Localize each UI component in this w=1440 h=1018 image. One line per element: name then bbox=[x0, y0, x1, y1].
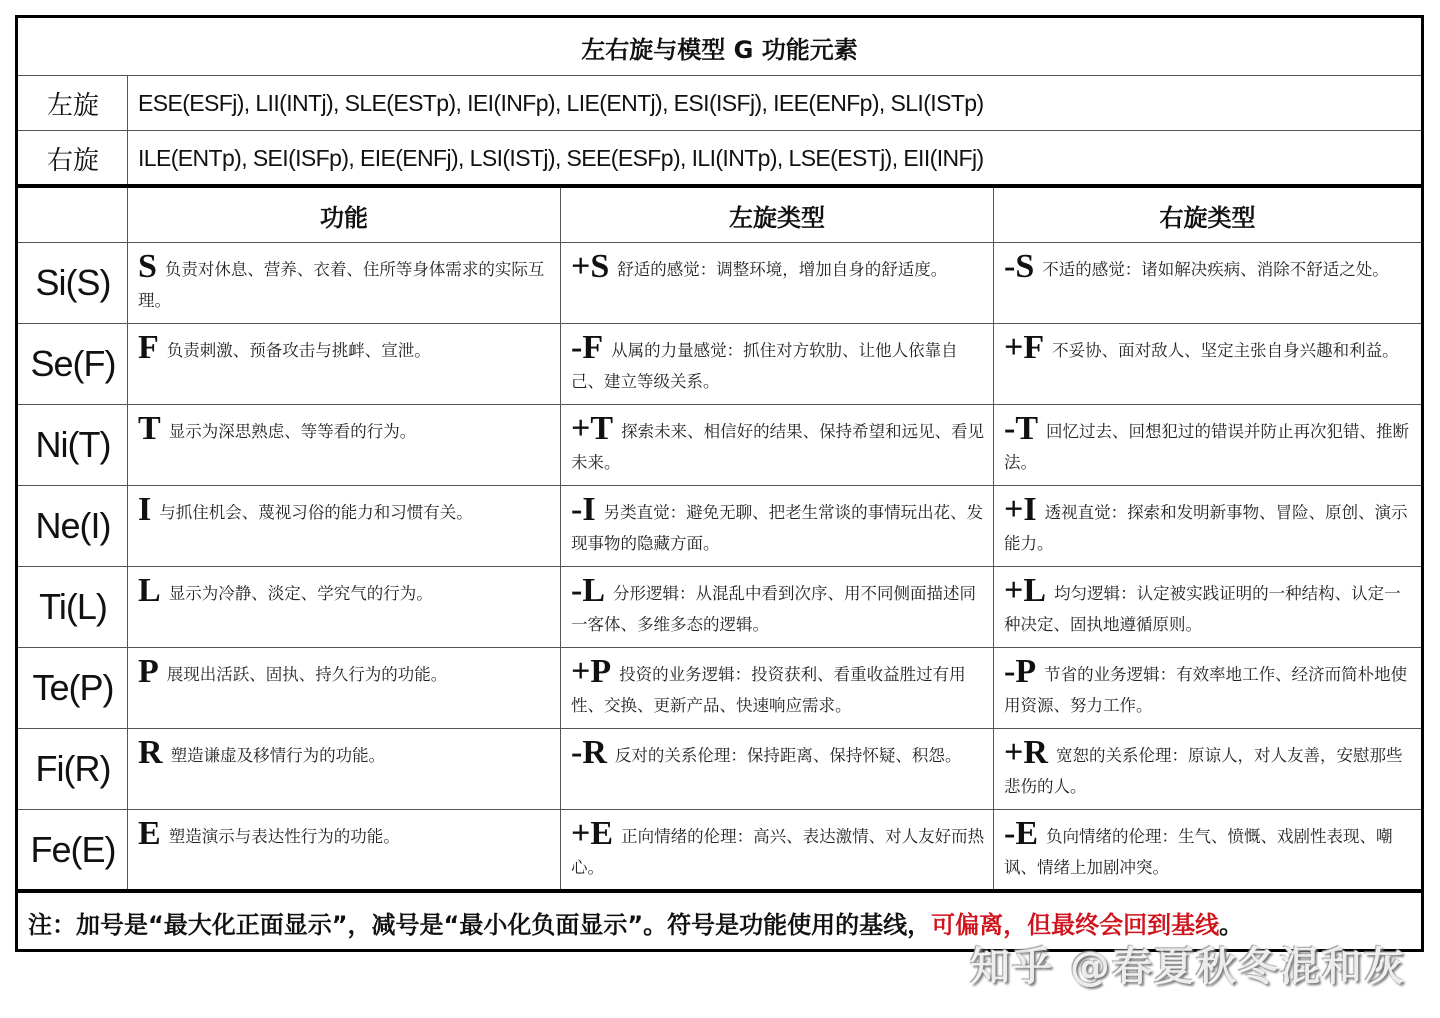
function-label-se: Se(F) bbox=[30, 343, 116, 384]
function-desc-fe bbox=[128, 810, 560, 890]
symbol: E bbox=[138, 815, 161, 852]
left-type-ti bbox=[561, 567, 993, 647]
desc-text: 节省的业务逻辑：有效率地工作、经济而简朴地使用资源、努力工作。 bbox=[1004, 665, 1408, 715]
right-type-si bbox=[994, 243, 1421, 323]
desc-text: 负责刺激、预备攻击与挑衅、宣泄。 bbox=[166, 341, 431, 360]
symbol: -S bbox=[1004, 248, 1035, 285]
symbol: +E bbox=[571, 815, 614, 852]
desc-text: 负责对休息、营养、衣着、住所等身体需求的实际互理。 bbox=[138, 260, 545, 310]
left-type-fe bbox=[561, 810, 993, 890]
table-title: 左右旋与模型 G 功能元素 bbox=[581, 35, 858, 64]
left-type-ne bbox=[561, 486, 993, 566]
header-function: 功能 bbox=[320, 203, 368, 232]
function-elements-table bbox=[15, 15, 1424, 952]
desc-text: 显示为深思熟虑、等等看的行为。 bbox=[168, 422, 417, 441]
desc-text: 另类直觉：避免无聊、把老生常谈的事情玩出花、发现事物的隐藏方面。 bbox=[571, 503, 984, 553]
function-label-fe: Fe(E) bbox=[30, 829, 116, 870]
symbol: +L bbox=[1004, 572, 1047, 609]
symbol: -P bbox=[1004, 653, 1037, 690]
right-type-ne bbox=[994, 486, 1421, 566]
footnote-end: 。 bbox=[1219, 910, 1244, 939]
desc-text: 宽恕的关系伦理：原谅人，对人友善，安慰那些悲伤的人。 bbox=[1004, 746, 1403, 796]
header-right-type: 右旋类型 bbox=[1159, 203, 1256, 232]
desc-text: 投资的业务逻辑：投资获利、看重收益胜过有用性、交换、更新产品、快速响应需求。 bbox=[571, 665, 966, 715]
symbol: R bbox=[138, 734, 163, 771]
footnote-text: 注：加号是“最大化正面显示”，减号是“最小化负面显示”。符号是功能使用的基线， bbox=[28, 910, 932, 939]
symbol: +T bbox=[571, 410, 614, 447]
right-type-te bbox=[994, 648, 1421, 728]
symbol: +S bbox=[571, 248, 610, 285]
function-label-ti: Ti(L) bbox=[39, 586, 107, 627]
spin-types-left: ESE(ESFj), LII(INTj), SLE(ESTp), IEI(INFp), LIE(ENTj), ESI(ISFj), IEE(ENFp), SLI(ISTp) bbox=[138, 90, 984, 116]
symbol: T bbox=[138, 410, 161, 447]
function-desc-ti bbox=[128, 567, 560, 647]
symbol: S bbox=[138, 248, 157, 285]
left-type-se bbox=[561, 324, 993, 404]
footnote-highlight: 可偏离，但最终会回到基线 bbox=[931, 910, 1220, 939]
function-desc-se bbox=[128, 324, 560, 404]
symbol: +R bbox=[1004, 734, 1048, 771]
desc-text: 从属的力量感觉：抓住对方软肋、让他人依靠自己、建立等级关系。 bbox=[571, 341, 958, 391]
symbol: +I bbox=[1004, 491, 1037, 528]
desc-text: 塑造谦虚及移情行为的功能。 bbox=[170, 746, 386, 765]
function-label-ne: Ne(I) bbox=[35, 505, 111, 546]
header-left-type: 左旋类型 bbox=[729, 203, 825, 232]
function-label-fi: Fi(R) bbox=[35, 748, 111, 789]
function-desc-te bbox=[128, 648, 560, 728]
desc-text: 舒适的感觉：调整环境，增加自身的舒适度。 bbox=[617, 260, 948, 279]
symbol: I bbox=[138, 491, 152, 528]
symbol: -T bbox=[1004, 410, 1038, 447]
left-type-fi bbox=[561, 729, 993, 809]
desc-text: 正向情绪的伦理：高兴、表达激情、对人友好而热心。 bbox=[571, 827, 985, 877]
desc-text: 与抓住机会、蔑视习俗的能力和习惯有关。 bbox=[159, 503, 473, 522]
desc-text: 不妥协、面对敌人、坚定主张自身兴趣和利益。 bbox=[1052, 341, 1399, 360]
function-desc-fi bbox=[128, 729, 560, 809]
desc-text: 负向情绪的伦理：生气、愤慨、戏剧性表现、嘲讽、情绪上加剧冲突。 bbox=[1004, 827, 1393, 877]
symbol: +P bbox=[571, 653, 612, 690]
desc-text: 显示为冷静、淡定、学究气的行为。 bbox=[168, 584, 433, 603]
symbol: -R bbox=[571, 734, 607, 771]
left-type-te bbox=[561, 648, 993, 728]
function-desc-ne bbox=[128, 486, 560, 566]
function-label-te: Te(P) bbox=[32, 667, 114, 708]
function-label-ni: Ni(T) bbox=[35, 424, 111, 465]
right-type-fi bbox=[994, 729, 1421, 809]
desc-text: 回忆过去、回想犯过的错误并防止再次犯错、推断法。 bbox=[1004, 422, 1409, 472]
function-label-si: Si(S) bbox=[35, 262, 111, 303]
right-type-ti bbox=[994, 567, 1421, 647]
symbol: -I bbox=[571, 491, 596, 528]
left-type-si bbox=[561, 243, 993, 323]
desc-text: 透视直觉：探索和发明新事物、冒险、原创、演示能力。 bbox=[1004, 503, 1408, 553]
symbol: F bbox=[138, 329, 159, 366]
symbol: +F bbox=[1004, 329, 1045, 366]
symbol: L bbox=[138, 572, 161, 609]
desc-text: 反对的关系伦理：保持距离、保持怀疑、积怨。 bbox=[614, 746, 962, 765]
symbol: -E bbox=[1004, 815, 1038, 852]
desc-text: 塑造演示与表达性行为的功能。 bbox=[168, 827, 400, 846]
right-type-ni bbox=[994, 405, 1421, 485]
spin-label-left: 左旋 bbox=[46, 91, 99, 121]
symbol: -L bbox=[571, 572, 605, 609]
right-type-fe bbox=[994, 810, 1421, 890]
spin-types-right: ILE(ENTp), SEI(ISFp), EIE(ENFj), LSI(ISTj), SEE(ESFp), ILI(INTp), LSE(ESTj), EII(INFj) bbox=[138, 145, 984, 171]
symbol: -F bbox=[571, 329, 604, 366]
function-desc-ni bbox=[128, 405, 560, 485]
watermark: 知乎 @春夏秋冬混和灰 bbox=[970, 944, 1406, 990]
desc-text: 展现出活跃、固执、持久行为的功能。 bbox=[166, 665, 448, 684]
left-type-ni bbox=[561, 405, 993, 485]
desc-text: 不适的感觉：诸如解决疾病、消除不舒适之处。 bbox=[1042, 260, 1389, 279]
right-type-se bbox=[994, 324, 1421, 404]
desc-text: 均匀逻辑：认定被实践证明的一种结构、认定一种决定、固执地遵循原则。 bbox=[1004, 584, 1401, 634]
desc-text: 探索未来、相信好的结果、保持希望和远见、看见未来。 bbox=[571, 422, 985, 472]
symbol: P bbox=[138, 653, 159, 690]
desc-text: 分形逻辑：从混乱中看到次序、用不同侧面描述同一客体、多维多态的逻辑。 bbox=[571, 584, 976, 634]
spin-label-right: 右旋 bbox=[46, 146, 99, 176]
function-desc-si bbox=[128, 243, 560, 323]
divider bbox=[127, 76, 128, 184]
